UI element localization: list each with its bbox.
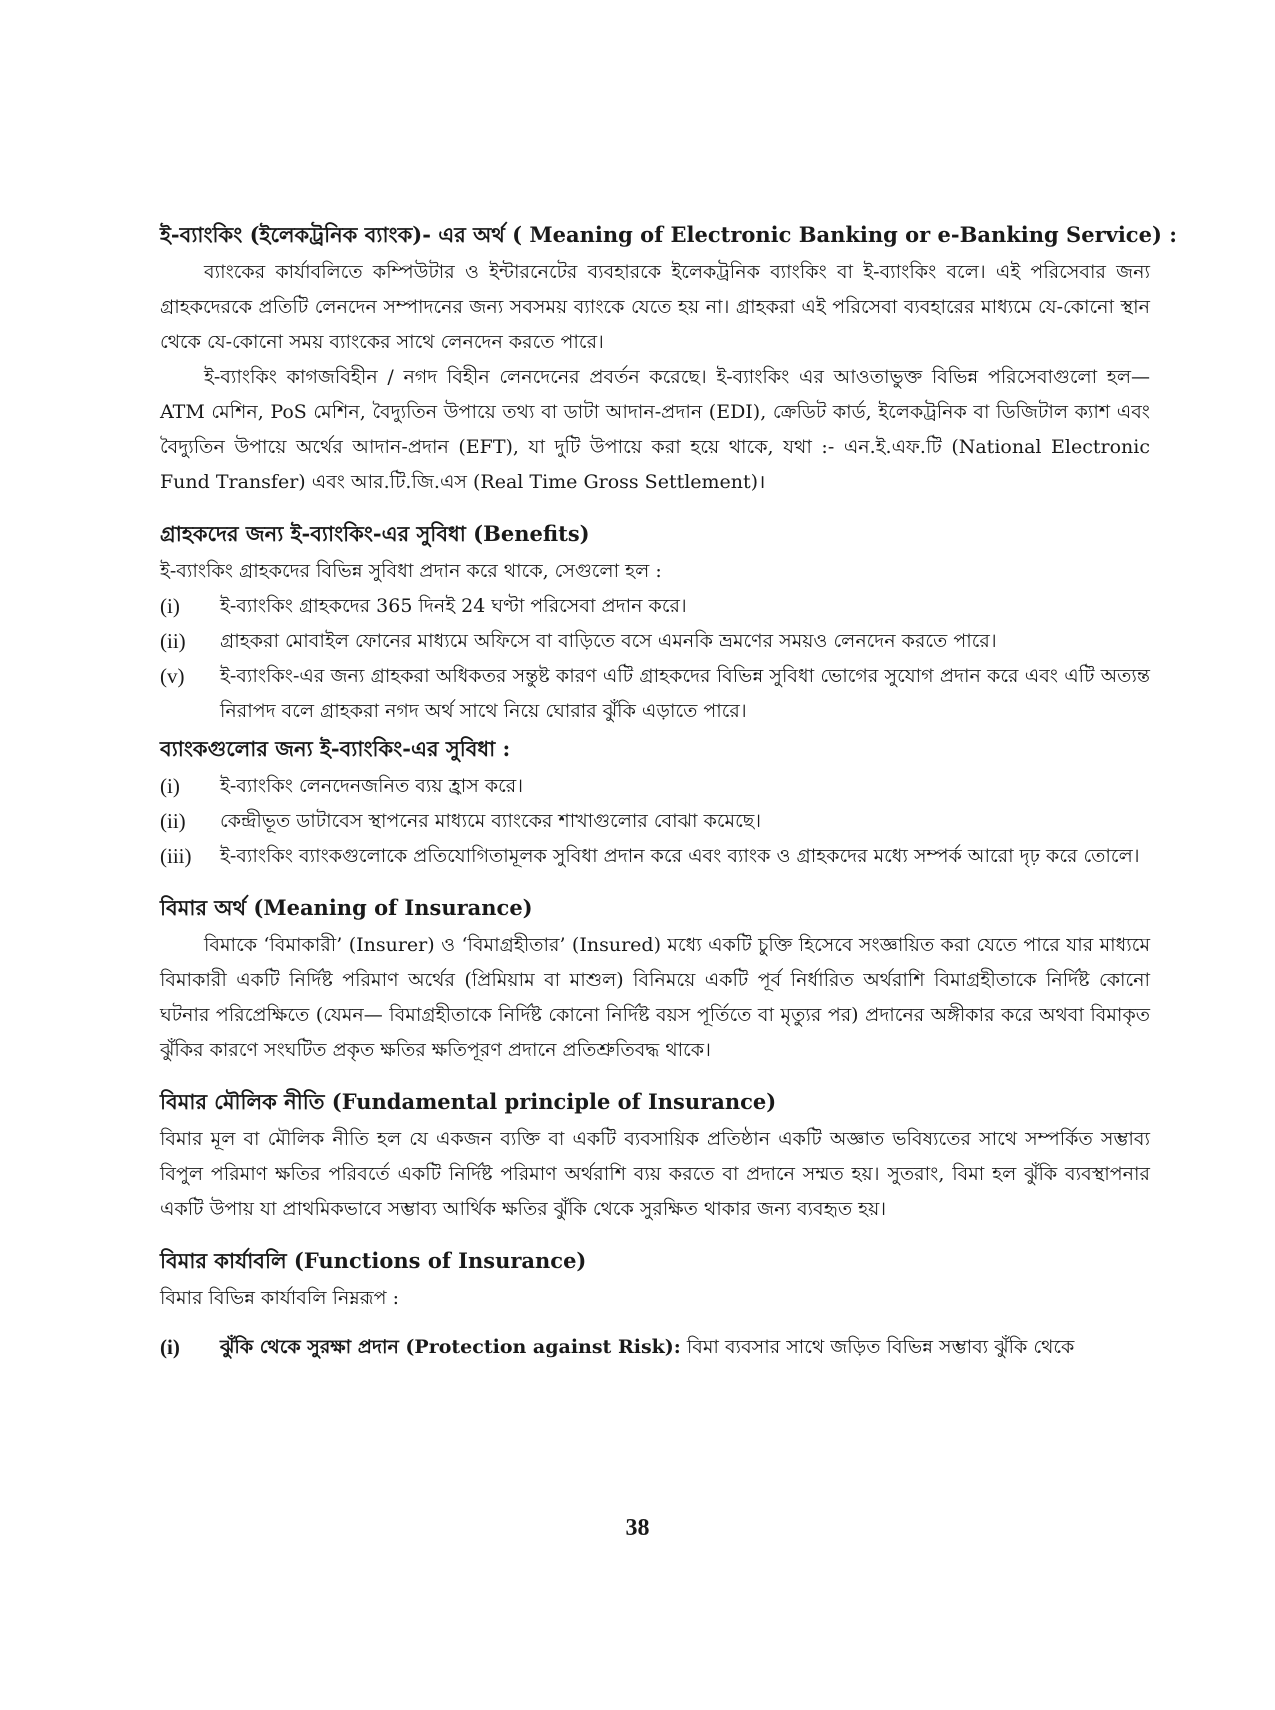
ebanking-meaning-paragraph-2: ই-ব্যাংকিং কাগজবিহীন / নগদ বিহীন লেনদেনের প্রবর্তন করেছে। ই-ব্যাংকিং এর আওতাভুক্ত বিভিন্ন পরিসেবাগুলো হল— ATM মেশিন, PoS মেশিন, বৈদ্যুতিন উপায়ে তথ্য বা ডাটা আদান-প্রদান (EDI), ক্রেডিট কার্ড, ইলেকট্রনিক বা ডিজিটাল ক্যাশ এবং বৈদ্যুতিন উপায়ে অর্থের আদান-প্রদান (EFT), যা দুটি উপায়ে করা হয়ে থাকে, যথা :- এন.ই.এফ.টি (National Electronic Fund Transfer) এবং আর.টি.জি.এস (Real Time Gross Settlement)। <box>160 366 1150 493</box>
insurance-principle-paragraph: বিমার মূল বা মৌলিক নীতি হল যে একজন ব্যক্তি বা একটি ব্যবসায়িক প্রতিষ্ঠান একটি অজ্ঞাত ভবিষ্যতের সাথে সম্পর্কিত সম্ভাব্য বিপুল পরিমাণ ক্ষতির পরিবর্তে একটি নির্দিষ্ট পরিমাণ অর্থরাশি ব্যয় করতে বা প্রদানে সম্মত হয়। সুতরাং, বিমা হল ঝুঁকি ব্যবস্থাপনার একটি উপায় যা প্রাথমিকভাবে সম্ভাব্য আর্থিক ক্ষতির ঝুঁকি থেকে সুরক্ষিত থাকার জন্য ব্যবহৃত হয়। <box>160 1128 1150 1220</box>
bank-benefits-heading: ব্যাংকগুলোর জন্য ই-ব্যাংকিং-এর সুবিধা : <box>160 736 511 761</box>
protection-against-risk-text: বিমা ব্যবসার সাথে জড়িত বিভিন্ন সম্ভাব্য ঝুঁকি থেকে <box>686 1336 1075 1358</box>
list-item <box>160 624 1150 659</box>
list-item-text: ই-ব্যাংকিং গ্রাহকদের 365 দিনই 24 ঘণ্টা পরিসেবা প্রদান করে। <box>220 595 687 617</box>
list-item <box>160 589 1150 624</box>
insurance-meaning-heading: বিমার অর্থ (Meaning of Insurance) <box>160 895 533 920</box>
list-item-text: ই-ব্যাংকিং লেনদেনজনিত ব্যয় হ্রাস করে। <box>220 775 524 797</box>
list-item-text: গ্রাহকরা মোবাইল ফোনের মাধ্যমে অফিসে বা বাড়িতে বসে এমনকি ভ্রমণের সময়ও লেনদেন করতে পারে। <box>220 630 997 652</box>
list-item-number: (iii) <box>160 844 192 868</box>
page-content <box>160 215 1177 1365</box>
list-item <box>160 1330 1150 1365</box>
protection-against-risk-title: ঝুঁকি থেকে সুরক্ষা প্রদান (Protection against Risk): <box>220 1336 681 1358</box>
list-item <box>160 769 1150 804</box>
insurance-functions-heading: বিমার কার্যাবলি (Functions of Insurance) <box>160 1248 587 1273</box>
insurance-meaning-paragraph: বিমাকে ‘বিমাকারী’ (Insurer) ও ‘বিমাগ্রহীতার’ (Insured) মধ্যে একটি চুক্তি হিসেবে সংজ্ঞায়িত করা যেতে পারে যার মাধ্যমে বিমাকারী একটি নির্দিষ্ট পরিমাণ অর্থের (প্রিমিয়াম বা মাশুল) বিনিময়ে একটি পূর্ব নির্ধারিত অর্থরাশি বিমাগ্রহীতাকে নির্দিষ্ট কোনো ঘটনার পরিপ্রেক্ষিতে (যেমন— বিমাগ্রহীতাকে নির্দিষ্ট কোনো নির্দিষ্ট বয়স পূর্তিতে বা মৃত্যুর পর) প্রদানের অঙ্গীকার করে অথবা বিমাকৃত ঝুঁকির কারণে সংঘটিত প্রকৃত ক্ষতির ক্ষতিপূরণ প্রদানে প্রতিশ্রুতিবদ্ধ থাকে। <box>160 934 1150 1061</box>
customer-benefits-intro: ই-ব্যাংকিং গ্রাহকদের বিভিন্ন সুবিধা প্রদান করে থাকে, সেগুলো হল : <box>160 560 662 582</box>
list-item-number: (ii) <box>160 629 186 653</box>
ebanking-meaning-heading: ই-ব্যাংকিং (ইলেকট্রনিক ব্যাংক)- এর অর্থ ( Meaning of Electronic Banking or e-Banking Service) : <box>160 222 1177 247</box>
list-item <box>160 839 1150 874</box>
list-item-number: (ii) <box>160 809 186 833</box>
list-item-number: (i) <box>160 1335 180 1359</box>
customer-benefits-heading: গ্রাহকদের জন্য ই-ব্যাংকিং-এর সুবিধা (Benefits) <box>160 521 590 546</box>
insurance-functions-intro: বিমার বিভিন্ন কার্যাবলি নিম্নরূপ : <box>160 1287 399 1309</box>
list-item <box>160 659 1150 729</box>
list-item-number: (v) <box>160 664 185 688</box>
list-item-number: (i) <box>160 774 180 798</box>
list-item-text: ই-ব্যাংকিং-এর জন্য গ্রাহকরা অধিকতর সন্তুষ্ট কারণ এটি গ্রাহকদের বিভিন্ন সুবিধা ভোগের সুযোগ প্রদান করে এবং এটি অত্যন্ত নিরাপদ বলে গ্রাহকরা নগদ অর্থ সাথে নিয়ে ঘোরার ঝুঁকি এড়াতে পারে। <box>220 665 1150 722</box>
page-number: 38 <box>625 1515 650 1541</box>
insurance-principle-heading: বিমার মৌলিক নীতি (Fundamental principle of Insurance) <box>160 1089 777 1114</box>
list-item-text: কেন্দ্রীভূত ডাটাবেস স্থাপনের মাধ্যমে ব্যাংকের শাখাগুলোর বোঝা কমেছে। <box>220 810 762 832</box>
list-item-text: ই-ব্যাংকিং ব্যাংকগুলোকে প্রতিযোগিতামূলক সুবিধা প্রদান করে এবং ব্যাংক ও গ্রাহকদের মধ্যে সম্পর্ক আরো দৃঢ় করে তোলে। <box>220 845 1140 867</box>
ebanking-meaning-paragraph-1: ব্যাংকের কার্যাবলিতে কম্পিউটার ও ইন্টারনেটের ব্যবহারকে ইলেকট্রনিক ব্যাংকিং বা ই-ব্যাংকিং বলে। এই পরিসেবার জন্য গ্রাহকদেরকে প্রতিটি লেনদেন সম্পাদনের জন্য সবসময় ব্যাংকে যেতে হয় না। গ্রাহকরা এই পরিসেবা ব্যবহারের মাধ্যমে যে-কোনো স্থান থেকে যে-কোনো সময় ব্যাংকের সাথে লেনদেন করতে পারে। <box>160 261 1150 353</box>
list-item-text <box>220 1330 1150 1365</box>
list-item-number: (i) <box>160 594 180 618</box>
list-item <box>160 804 1150 839</box>
